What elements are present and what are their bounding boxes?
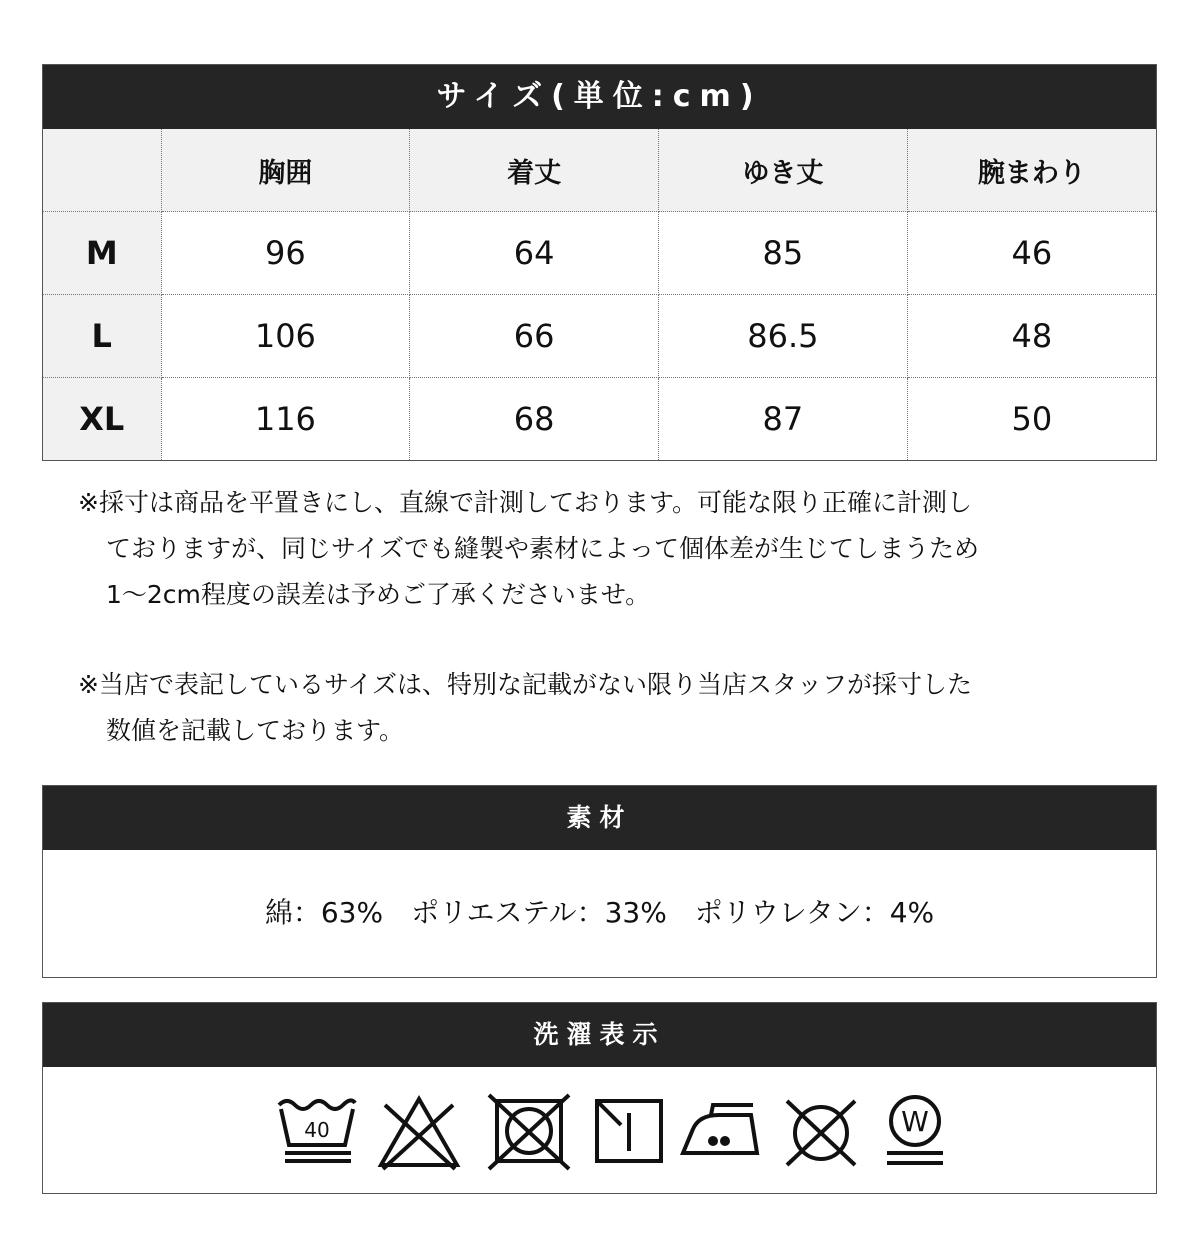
table-cell: 86.5 (659, 295, 908, 378)
care-section (42, 1002, 1157, 1194)
size-notes (78, 480, 1128, 754)
table-cell: 68 (410, 378, 659, 461)
size-label-m: M (43, 212, 161, 295)
iron-low-temp-icon (679, 1095, 763, 1171)
table-cell: 85 (659, 212, 908, 295)
note-staff-line2: 数値を記載しております。 (106, 716, 405, 745)
size-table (43, 129, 1156, 460)
size-section-title: サイズ(単位:cm) (43, 65, 1156, 129)
notes-spacer (78, 618, 1128, 662)
table-row (43, 378, 1156, 461)
size-label-l: L (43, 295, 161, 378)
column-header-chest: 胸囲 (161, 129, 410, 212)
table-row (43, 212, 1156, 295)
table-cell: 96 (161, 212, 410, 295)
column-header-arm-circumference: 腕まわり (907, 129, 1156, 212)
wet-clean-gentle-icon (873, 1095, 957, 1171)
material-section (42, 785, 1157, 978)
material-composition: 綿：63% ポリエステル：33% ポリウレタン：4% (264, 896, 935, 929)
wash-temperature: 40 (304, 1118, 330, 1142)
no-dry-clean-icon (779, 1095, 863, 1171)
wet-clean-letter: W (901, 1105, 929, 1138)
size-label-xl: XL (43, 378, 161, 461)
table-cell: 46 (907, 212, 1156, 295)
table-cell: 48 (907, 295, 1156, 378)
table-cell: 50 (1011, 400, 1053, 438)
care-icons-row (43, 1067, 1156, 1193)
table-row (43, 295, 1156, 378)
table-cell: 66 (410, 295, 659, 378)
column-header-sleeve: ゆき丈 (659, 129, 908, 212)
table-cell: 64 (410, 212, 659, 295)
size-section (42, 64, 1157, 461)
size-table-corner (43, 129, 161, 212)
note-measurement-line3: 1～2cm程度の誤差は予めご了承くださいませ。 (106, 580, 651, 609)
size-table-header-row (43, 129, 1156, 212)
material-section-title: 素材 (43, 786, 1156, 850)
note-staff-line1: ※当店で表記しているサイズは、特別な記載がない限り当店スタッフが採寸した (78, 670, 972, 699)
table-cell: 87 (659, 378, 908, 461)
no-bleach-icon (377, 1095, 461, 1171)
no-tumble-dry-icon (487, 1095, 571, 1171)
care-section-title: 洗濯表示 (43, 1003, 1156, 1067)
table-cell: 106 (161, 295, 410, 378)
note-measurement-line1: ※採寸は商品を平置きにし、直線で計測しております。可能な限り正確に計測し (78, 488, 972, 517)
table-cell: 116 (161, 378, 410, 461)
note-measurement-line2: ておりますが、同じサイズでも縫製や素材によって個体差が生じてしまうため (106, 534, 980, 563)
column-header-length: 着丈 (410, 129, 659, 212)
line-dry-shade-icon (587, 1095, 671, 1171)
wash-40-gentle-icon (275, 1095, 359, 1171)
